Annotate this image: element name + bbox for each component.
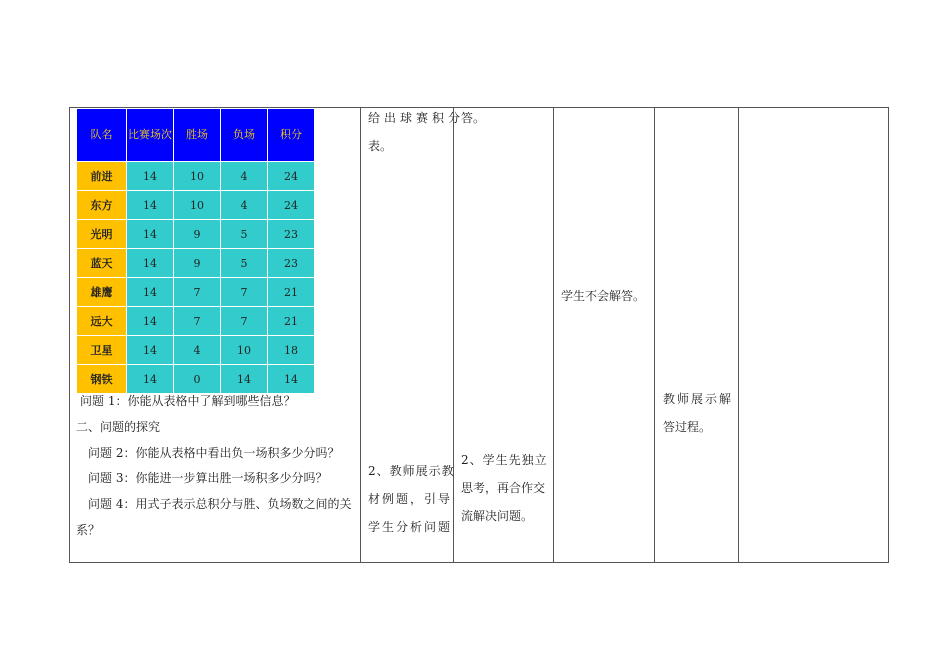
wins: 10: [174, 191, 221, 220]
points: 23: [268, 249, 315, 278]
table-row: [77, 307, 315, 336]
question-1: 问题 1：你能从表格中了解到哪些信息？: [80, 394, 296, 408]
points: 14: [268, 365, 315, 394]
points: 23: [268, 220, 315, 249]
section-heading: 二、问题的探究: [76, 420, 161, 434]
points: 21: [268, 307, 315, 336]
table-row: [77, 365, 315, 394]
column-divider: [738, 108, 739, 562]
games: 14: [127, 249, 174, 278]
column-divider: [453, 108, 454, 562]
header-team: 队名: [77, 109, 127, 162]
games: 14: [127, 365, 174, 394]
table-row: [77, 336, 315, 365]
losses: 5: [221, 220, 268, 249]
games: 14: [127, 220, 174, 249]
teacher-demo-line: 答过程。: [663, 420, 712, 434]
team-name: 钢铁: [77, 365, 127, 394]
student-activity-line: 思考，再合作交: [461, 481, 546, 495]
team-name: 远大: [77, 307, 127, 336]
question-4-line1: 问题 4：用式子表示总积分与胜、负场数之间的关: [88, 497, 352, 511]
games: 14: [127, 191, 174, 220]
table-row: [77, 249, 315, 278]
wins: 7: [174, 307, 221, 336]
team-name: 卫星: [77, 336, 127, 365]
teacher-activity-line: 材例题，引导: [368, 492, 453, 506]
wins: 9: [174, 249, 221, 278]
header-games: 比赛场次: [127, 109, 174, 162]
student-activity-line: 2、学生先独立: [461, 453, 548, 467]
student-activity-line: 答。: [461, 111, 486, 125]
losses: 10: [221, 336, 268, 365]
student-activity-line: 流解决问题。: [461, 509, 534, 523]
points: 18: [268, 336, 315, 365]
team-name: 雄鹰: [77, 278, 127, 307]
table-row: [77, 191, 315, 220]
wins: 7: [174, 278, 221, 307]
losses: 4: [221, 162, 268, 191]
column-divider: [553, 108, 554, 562]
teacher-activity-line: 给出球赛积分: [368, 111, 465, 125]
games: 14: [127, 278, 174, 307]
table-row: [77, 220, 315, 249]
team-name: 光明: [77, 220, 127, 249]
losses: 14: [221, 365, 268, 394]
column-divider: [360, 108, 361, 562]
question-2: 问题 2：你能从表格中看出负一场积多少分吗？: [88, 446, 340, 460]
points: 24: [268, 191, 315, 220]
header-losses: 负场: [221, 109, 268, 162]
team-name: 前进: [77, 162, 127, 191]
lesson-plan-table: [69, 107, 889, 563]
question-4-line2: 系？: [76, 523, 101, 537]
games: 14: [127, 307, 174, 336]
wins: 0: [174, 365, 221, 394]
points: 24: [268, 162, 315, 191]
points: 21: [268, 278, 315, 307]
expected-response: 学生不会解答。: [561, 289, 646, 303]
wins: 10: [174, 162, 221, 191]
team-name: 蓝天: [77, 249, 127, 278]
losses: 5: [221, 249, 268, 278]
losses: 4: [221, 191, 268, 220]
table-row: [77, 162, 315, 191]
score-table-header: [77, 109, 315, 162]
header-points: 积分: [268, 109, 315, 162]
teacher-activity-line: 表。: [368, 139, 393, 153]
score-table: [76, 108, 315, 394]
column-divider: [654, 108, 655, 562]
teacher-demo-line: 教师展示解: [663, 392, 734, 406]
games: 14: [127, 336, 174, 365]
wins: 9: [174, 220, 221, 249]
wins: 4: [174, 336, 221, 365]
question-3: 问题 3：你能进一步算出胜一场积多少分吗？: [88, 471, 328, 485]
table-row: [77, 278, 315, 307]
team-name: 东方: [77, 191, 127, 220]
teacher-activity-line: 2、教师展示教: [368, 464, 455, 478]
header-wins: 胜场: [174, 109, 221, 162]
teacher-activity-line: 学生分析问题: [368, 520, 453, 534]
losses: 7: [221, 307, 268, 336]
losses: 7: [221, 278, 268, 307]
games: 14: [127, 162, 174, 191]
